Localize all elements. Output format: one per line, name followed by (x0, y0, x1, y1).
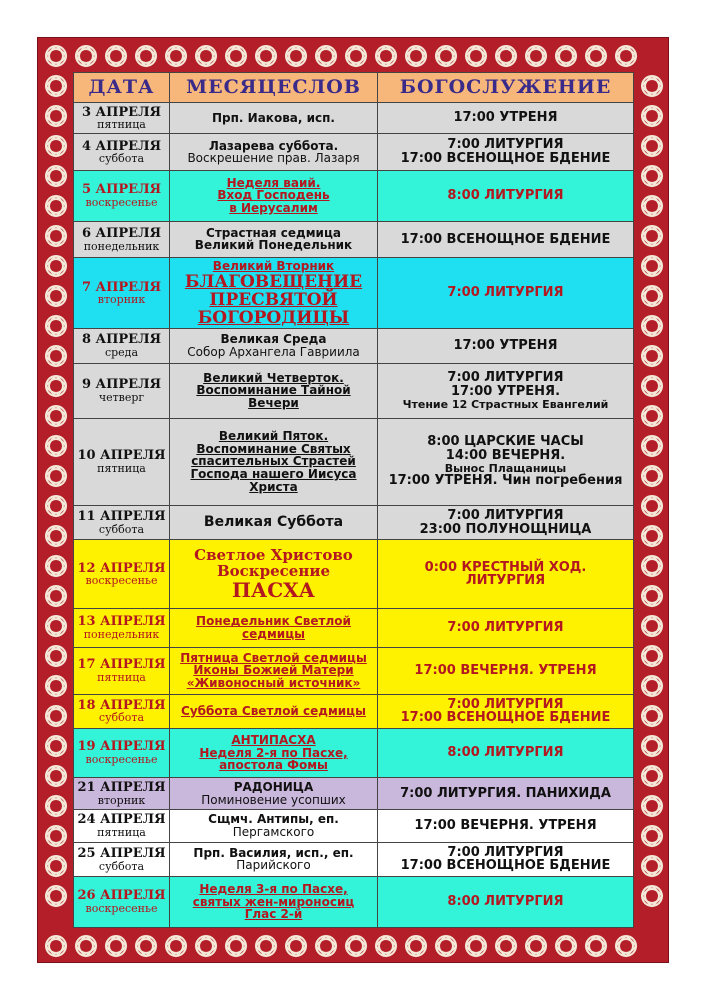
service-line: 17:00 УТРЕНЯ. Чин погребения (388, 473, 623, 489)
menologion-line: Неделя 3-я по Пасхе, (199, 882, 348, 897)
knot-ornament (616, 46, 636, 66)
knot-ornament (376, 46, 396, 66)
knot-ornament (46, 856, 66, 876)
date-weekday: вторник (97, 293, 146, 307)
date-day: 13 АПРЕЛЯ (77, 614, 166, 630)
knot-ornament (496, 46, 516, 66)
knot-ornament (642, 376, 662, 396)
knot-ornament (46, 196, 66, 216)
menologion-cell (170, 363, 378, 418)
knot-ornament (226, 46, 246, 66)
service-line: ЛИТУРГИЯ (465, 573, 546, 589)
knot-ornament (46, 376, 66, 396)
menologion-line: Воспоминание Тайной (196, 383, 351, 398)
knot-ornament (642, 826, 662, 846)
knot-ornament (642, 886, 662, 906)
knot-ornament (76, 46, 96, 66)
knot-ornament (642, 736, 662, 756)
knot-ornament (556, 936, 576, 956)
menologion-line: Великий Понедельник (194, 238, 353, 253)
menologion-cell (170, 540, 378, 609)
knot-ornament (642, 286, 662, 306)
date-cell (74, 363, 170, 418)
service-line: 8:00 ЛИТУРГИЯ (447, 187, 564, 203)
header-date: ДАТА (74, 73, 170, 103)
knot-ornament (46, 46, 66, 66)
service-cell (378, 609, 634, 648)
menologion-line: Неделя ваий. (226, 175, 321, 190)
date-cell (74, 777, 170, 809)
table-row (74, 877, 634, 928)
service-line: 17:00 ВСЕНОЩНОЕ БДЕНИЕ (400, 151, 611, 167)
menologion-line: Поминовение усопших (201, 792, 346, 807)
knot-ornament (642, 256, 662, 276)
date-day: 12 АПРЕЛЯ (77, 560, 166, 576)
service-line: 7:00 ЛИТУРГИЯ (447, 844, 564, 860)
menologion-cell (170, 170, 378, 221)
date-cell (74, 729, 170, 778)
date-day: 3 АПРЕЛЯ (81, 104, 162, 120)
menologion-cell (170, 258, 378, 329)
date-cell (74, 810, 170, 842)
menologion-line: ПРЕСВЯТОЙ (209, 289, 338, 310)
menologion-line: «Живоносный источник» (186, 676, 361, 691)
date-day: 7 АПРЕЛЯ (81, 279, 162, 295)
service-cell (378, 647, 634, 694)
service-cell (378, 258, 634, 329)
knot-ornament (76, 936, 96, 956)
service-line: 17:00 УТРЕНЯ. (450, 383, 561, 399)
table-row (74, 729, 634, 778)
table-row (74, 170, 634, 221)
table-row (74, 505, 634, 540)
menologion-line: Лазарева суббота. (208, 138, 339, 153)
service-cell (378, 777, 634, 809)
service-line: 17:00 ВЕЧЕРНЯ. УТРЕНЯ (414, 662, 597, 678)
menologion-line: святых жен-мироносиц (192, 894, 355, 909)
date-day: 9 АПРЕЛЯ (81, 376, 162, 392)
knot-ornament (642, 196, 662, 216)
date-weekday: понедельник (83, 239, 160, 253)
date-cell (74, 877, 170, 928)
knot-ornament (556, 46, 576, 66)
knot-ornament (46, 226, 66, 246)
service-line: 17:00 ВСЕНОЩНОЕ БДЕНИЕ (400, 231, 611, 247)
knot-ornament (46, 286, 66, 306)
date-cell (74, 103, 170, 134)
date-day: 19 АПРЕЛЯ (77, 739, 166, 755)
service-cell (378, 810, 634, 842)
menologion-line: Пергамского (232, 824, 315, 839)
table-row (74, 329, 634, 364)
knot-ornament (466, 936, 486, 956)
service-line: 7:00 ЛИТУРГИЯ (447, 507, 564, 523)
service-line: 17:00 ВСЕНОЩНОЕ БДЕНИЕ (400, 858, 611, 874)
knot-ornament (406, 936, 426, 956)
knot-ornament (642, 466, 662, 486)
menologion-line: в Иерусалим (229, 201, 318, 216)
menologion-line: Пятница Светлой седмицы (180, 650, 367, 665)
menologion-line: апостола Фомы (219, 758, 328, 773)
service-line: 7:00 ЛИТУРГИЯ (447, 370, 564, 386)
date-weekday: суббота (98, 522, 145, 536)
menologion-line: Вечери (248, 396, 299, 411)
knot-ornament (286, 46, 306, 66)
service-cell (378, 103, 634, 134)
knot-ornament (46, 406, 66, 426)
table-row (74, 363, 634, 418)
knot-ornament (46, 346, 66, 366)
menologion-cell (170, 777, 378, 809)
knot-ornament (286, 936, 306, 956)
knot-ornament (436, 936, 456, 956)
knot-ornament (46, 796, 66, 816)
service-line: Вынос Плащаницы (444, 461, 567, 475)
menologion-line: Прп. Иакова, исп. (212, 110, 335, 125)
service-line: 8:00 ЦАРСКИЕ ЧАСЫ (427, 434, 584, 450)
menologion-line: Воскрешение прав. Лазаря (187, 151, 360, 166)
knot-ornament (256, 936, 276, 956)
service-cell (378, 363, 634, 418)
service-cell (378, 877, 634, 928)
knot-ornament (642, 106, 662, 126)
service-line: Чтение 12 Страстных Евангелий (402, 397, 609, 411)
knot-ornament (642, 856, 662, 876)
knot-ornament (642, 136, 662, 156)
knot-ornament (526, 936, 546, 956)
menologion-line: спасительных Страстей (191, 454, 356, 469)
date-day: 17 АПРЕЛЯ (77, 657, 166, 673)
date-cell (74, 609, 170, 648)
knot-ornament (642, 706, 662, 726)
knot-ornament (46, 616, 66, 636)
menologion-line: Великая Среда (220, 332, 327, 347)
header-service: БОГОСЛУЖЕНИЕ (378, 73, 634, 103)
service-line: 17:00 УТРЕНЯ (453, 338, 558, 354)
knot-ornament (46, 676, 66, 696)
date-cell (74, 694, 170, 729)
menologion-line: Прп. Василия, исп., еп. (193, 845, 354, 860)
service-line: 7:00 ЛИТУРГИЯ (447, 137, 564, 153)
date-weekday: четверг (98, 390, 145, 404)
menologion-line: Глас 2-й (244, 907, 303, 922)
knot-ornament (46, 436, 66, 456)
date-cell (74, 221, 170, 258)
menologion-cell (170, 221, 378, 258)
knot-ornament (106, 936, 126, 956)
table-row (74, 258, 634, 329)
menologion-cell (170, 329, 378, 364)
table-row (74, 647, 634, 694)
date-day: 18 АПРЕЛЯ (77, 697, 166, 713)
service-line: 17:00 УТРЕНЯ (453, 110, 558, 126)
menologion-line: седмицы (242, 627, 305, 642)
date-cell (74, 258, 170, 329)
knot-ornament (46, 586, 66, 606)
menologion-line: БОГОРОДИЦЫ (197, 307, 350, 328)
menologion-line: Неделя 2-я по Пасхе, (199, 745, 348, 760)
date-day: 26 АПРЕЛЯ (77, 888, 166, 904)
menologion-line: ПАСХА (232, 577, 315, 602)
menologion-line: Великий Пяток. (218, 428, 329, 443)
knot-ornament (642, 226, 662, 246)
menologion-line: Суббота Светлой седмицы (181, 703, 366, 718)
knot-ornament (46, 316, 66, 336)
knot-ornament (406, 46, 426, 66)
knot-ornament (436, 46, 456, 66)
knot-ornament (226, 936, 246, 956)
menologion-line: Воспоминание Святых (196, 441, 351, 456)
table-row (74, 103, 634, 134)
service-cell (378, 134, 634, 171)
date-weekday: среда (104, 346, 139, 360)
knot-ornament (642, 406, 662, 426)
menologion-line: Воскресение (216, 561, 330, 580)
table-row (74, 134, 634, 171)
menologion-line: Страстная седмица (206, 225, 341, 240)
knot-ornament (346, 46, 366, 66)
date-cell (74, 134, 170, 171)
knot-ornament (316, 936, 336, 956)
menologion-line: Великий Четверток. (203, 370, 344, 385)
menologion-cell (170, 810, 378, 842)
knot-ornament (586, 46, 606, 66)
date-cell (74, 505, 170, 540)
knot-ornament (616, 936, 636, 956)
knot-ornament (166, 46, 186, 66)
date-cell (74, 329, 170, 364)
date-weekday: пятница (97, 826, 146, 840)
menologion-cell (170, 842, 378, 877)
service-cell (378, 170, 634, 221)
date-day: 10 АПРЕЛЯ (77, 448, 166, 463)
knot-ornament (46, 526, 66, 546)
knot-ornament (46, 556, 66, 576)
knot-ornament (642, 346, 662, 366)
table-header-row (74, 73, 634, 103)
knot-ornament (642, 496, 662, 516)
service-cell (378, 418, 634, 505)
knot-ornament (46, 76, 66, 96)
menologion-cell (170, 694, 378, 729)
service-cell (378, 694, 634, 729)
knot-ornament (196, 936, 216, 956)
menologion-line: Великий Вторник (212, 258, 335, 273)
knot-ornament (46, 736, 66, 756)
knot-ornament (136, 936, 156, 956)
knot-ornament (46, 106, 66, 126)
knot-ornament (496, 936, 516, 956)
service-cell (378, 329, 634, 364)
knot-ornament (642, 676, 662, 696)
knot-ornament (46, 166, 66, 186)
menologion-line: Собор Архангела Гавриила (187, 345, 360, 360)
menologion-cell (170, 134, 378, 171)
knot-ornament (46, 136, 66, 156)
schedule-table (73, 72, 634, 928)
date-weekday: воскресенье (85, 195, 158, 209)
knot-ornament (46, 496, 66, 516)
knot-ornament (166, 936, 186, 956)
table-row (74, 221, 634, 258)
service-line: 7:00 ЛИТУРГИЯ (447, 620, 564, 636)
date-day: 4 АПРЕЛЯ (81, 138, 162, 154)
knot-ornament (46, 706, 66, 726)
table-row (74, 609, 634, 648)
date-day: 5 АПРЕЛЯ (81, 182, 162, 198)
date-weekday: воскресенье (85, 574, 158, 588)
date-weekday: пятница (97, 670, 146, 684)
menologion-cell (170, 729, 378, 778)
date-weekday: суббота (98, 711, 145, 725)
knot-ornament (106, 46, 126, 66)
service-line: 23:00 ПОЛУНОЩНИЦА (419, 521, 592, 537)
date-day: 11 АПРЕЛЯ (77, 508, 166, 524)
menologion-line: Господа нашего Иисуса (190, 467, 357, 482)
knot-ornament (196, 46, 216, 66)
menologion-line: Великая Суббота (203, 514, 344, 531)
date-day: 6 АПРЕЛЯ (81, 225, 162, 241)
knot-ornament (526, 46, 546, 66)
service-line: 8:00 ЛИТУРГИЯ (447, 894, 564, 910)
date-cell (74, 842, 170, 877)
header-menologion: МЕСЯЦЕСЛОВ (170, 73, 378, 103)
date-weekday: воскресенье (85, 902, 158, 916)
menologion-line: Парийского (236, 858, 311, 873)
menologion-line: Христа (249, 479, 298, 494)
service-line: 7:00 ЛИТУРГИЯ (447, 285, 564, 301)
date-weekday: вторник (97, 793, 146, 807)
knot-ornament (642, 766, 662, 786)
menologion-cell (170, 505, 378, 540)
knot-ornament (642, 316, 662, 336)
knot-ornament (642, 76, 662, 96)
knot-ornament (46, 466, 66, 486)
table-row (74, 810, 634, 842)
menologion-cell (170, 877, 378, 928)
service-cell (378, 540, 634, 609)
menologion-line: РАДОНИЦА (233, 779, 314, 794)
knot-ornament (46, 766, 66, 786)
date-weekday: пятница (97, 118, 146, 132)
knot-ornament (642, 556, 662, 576)
knot-ornament (642, 436, 662, 456)
date-cell (74, 170, 170, 221)
service-line: 8:00 ЛИТУРГИЯ (447, 745, 564, 761)
menologion-cell (170, 609, 378, 648)
menologion-line: Вход Господень (217, 188, 330, 203)
menologion-cell (170, 647, 378, 694)
date-weekday: пятница (97, 461, 146, 475)
knot-ornament (642, 526, 662, 546)
knot-ornament (316, 46, 336, 66)
table-row (74, 842, 634, 877)
knot-ornament (642, 166, 662, 186)
knot-ornament (46, 826, 66, 846)
service-line: 17:00 ВСЕНОЩНОЕ БДЕНИЕ (400, 710, 611, 726)
table-row (74, 418, 634, 505)
menologion-line: Сщмч. Антипы, еп. (208, 812, 339, 827)
knot-ornament (46, 646, 66, 666)
table-row (74, 777, 634, 809)
table-row (74, 694, 634, 729)
service-line: 14:00 ВЕЧЕРНЯ. (445, 448, 566, 463)
table-row (74, 540, 634, 609)
service-line: 17:00 ВЕЧЕРНЯ. УТРЕНЯ (414, 818, 597, 834)
knot-ornament (346, 936, 366, 956)
service-line: 7:00 ЛИТУРГИЯ (447, 696, 564, 712)
service-cell (378, 842, 634, 877)
menologion-line: АНТИПАСХА (231, 732, 316, 747)
schedule-sheet (73, 72, 633, 928)
knot-ornament (376, 936, 396, 956)
knot-ornament (642, 646, 662, 666)
date-cell (74, 418, 170, 505)
date-day: 8 АПРЕЛЯ (81, 332, 162, 348)
date-weekday: суббота (98, 152, 145, 166)
knot-ornament (46, 936, 66, 956)
knot-ornament (46, 886, 66, 906)
service-cell (378, 729, 634, 778)
knot-ornament (46, 256, 66, 276)
menologion-cell (170, 103, 378, 134)
menologion-line: Иконы Божией Матери (193, 663, 354, 678)
knot-ornament (586, 936, 606, 956)
date-weekday: воскресенье (85, 752, 158, 766)
date-weekday: понедельник (83, 628, 160, 642)
service-cell (378, 505, 634, 540)
knot-ornament (642, 616, 662, 636)
knot-ornament (642, 796, 662, 816)
date-day: 24 АПРЕЛЯ (77, 812, 166, 828)
service-cell (378, 221, 634, 258)
date-weekday: суббота (98, 859, 145, 873)
service-line: 7:00 ЛИТУРГИЯ. ПАНИХИДА (400, 785, 611, 801)
menologion-line: Светлое Христово (194, 545, 353, 564)
menologion-line: Понедельник Светлой (196, 614, 351, 629)
knot-ornament (256, 46, 276, 66)
date-day: 21 АПРЕЛЯ (77, 779, 166, 795)
knot-ornament (466, 46, 486, 66)
date-day: 25 АПРЕЛЯ (77, 845, 166, 861)
menologion-cell (170, 418, 378, 505)
knot-ornament (642, 586, 662, 606)
menologion-line: БЛАГОВЕЩЕНИЕ (184, 271, 363, 292)
date-cell (74, 540, 170, 609)
knot-ornament (136, 46, 156, 66)
date-cell (74, 647, 170, 694)
service-line: 0:00 КРЕСТНЫЙ ХОД. (424, 559, 587, 575)
